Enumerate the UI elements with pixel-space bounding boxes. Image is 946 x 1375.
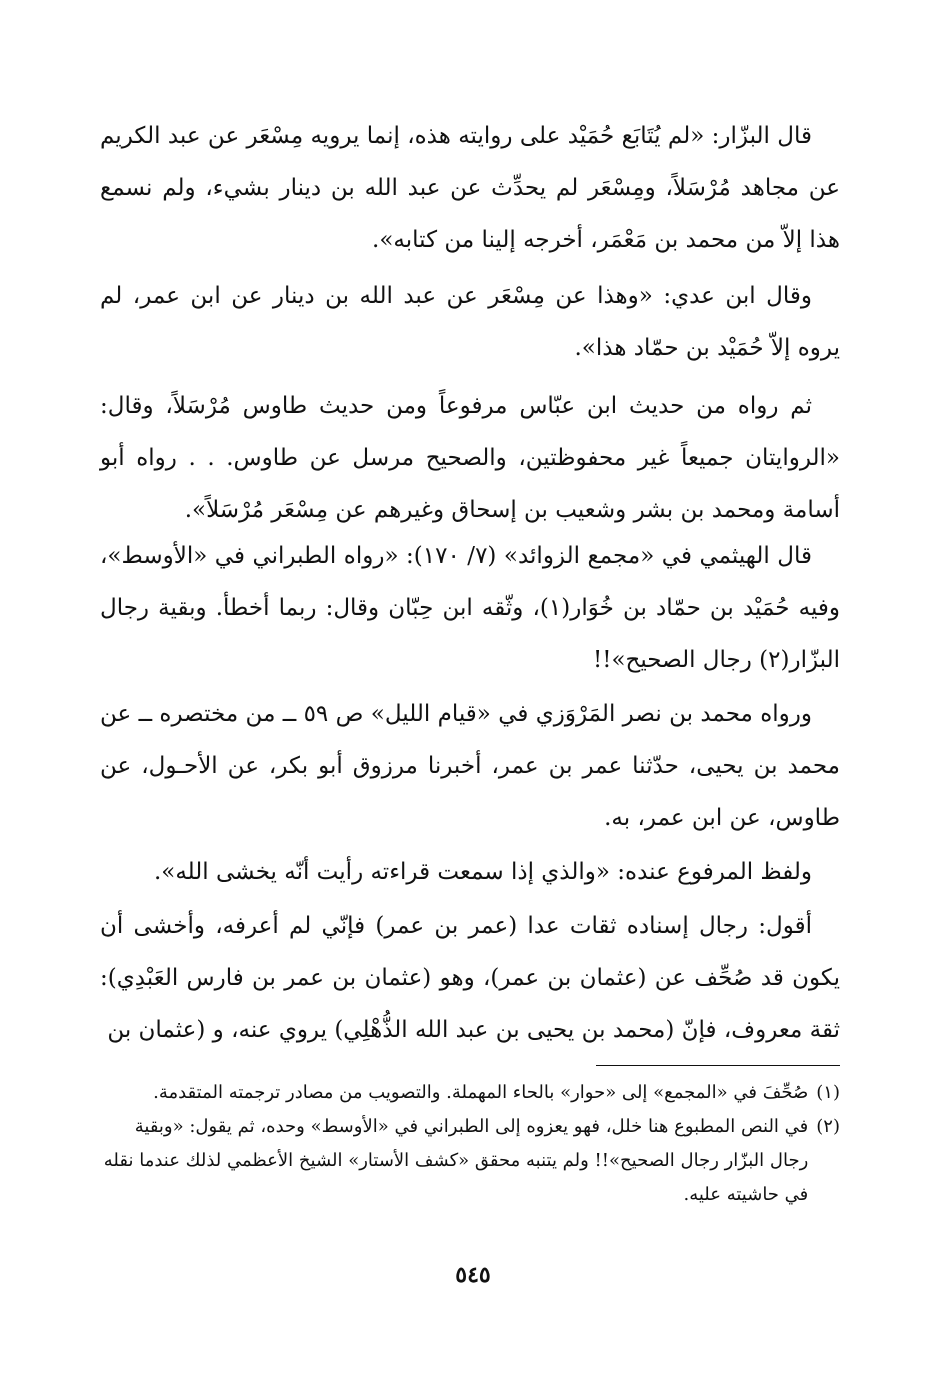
paragraph-marwazi-narration (100, 688, 840, 844)
paragraph-text: ولفظ المرفوع عنده: «والذي إذا سمعت قراءته رأيت أنّه يخشى الله». (153, 859, 812, 885)
paragraph-marfu-wording (100, 846, 840, 898)
paragraph-text: وقال ابن عدي: «وهذا عن مِسْعَر عن عبد الله بن دينار عن ابن عمر، لم يروه إلاّ حُمَيْد بن حمّاد هذا». (100, 283, 840, 361)
paragraph-text: ثم رواه من حديث ابن عبّاس مرفوعاً ومن حديث طاوس مُرْسَلاً، وقال: «الروايتان جميعاً غير محفوظتين، والصحيح مرسل عن طاوس. . . رواه أبو أسامة ومحمد بن بشر وشعيب بن إسحاق وغيرهم عن مِسْعَر مُرْسَلاً». (100, 393, 840, 523)
footnote-item (100, 1110, 840, 1212)
paragraph-bazzar-quote (100, 110, 840, 266)
paragraph-author-comment (100, 900, 840, 1056)
paragraph-text: ورواه محمد بن نصر المَرْوَزي في «قيام الليل» ص ٥٩ ــ من مختصره ــ عن محمد بن يحيى، حدّثنا عمر بن عمر، أخبرنا مرزوق أبو بكر، عن الأحـول، عن طاوس، عن ابن عمر، به. (100, 701, 840, 831)
page-number: ٥٤٥ (455, 1262, 491, 1288)
paragraph-text: قال الهيثمي في «مجمع الزوائد» (٧/ ١٧٠): «رواه الطبراني في «الأوسط»، وفيه حُمَيْد بن حمّاد بن خُوَار(١)، وثّقه ابن حِبّان وقال: ربما أخطأ. وبقية رجال البزّار(٢) رجال الصحيح»!! (100, 543, 840, 673)
paragraph-ibn-abbas-narration (100, 380, 840, 536)
footnote-item (100, 1076, 840, 1110)
footnote-divider (596, 1065, 840, 1066)
paragraph-text: أقول: رجال إسناده ثقات عدا (عمر بن عمر) فإنّي لم أعرفه، وأخشى أن يكون قد صُحِّف عن (عثمان بن عمر)، وهو (عثمان بن عمر بن فارس العَبْدِي): ثقة معروف، فإنّ (محمد بن يحيى بن عبد الله الذُّهْلِي) يروي عنه، و (عثمان بن (100, 913, 840, 1043)
paragraph-haythami-quote (100, 530, 840, 686)
footnote-text: صُحِّفَ في «المجمع» إلى «حوار» بالحاء المهملة. والتصويب من مصادر ترجمته المتقدمة. (153, 1082, 809, 1103)
paragraph-text: قال البزّار: «لم يُتَابَع حُمَيْد على روايته هذه، إنما يرويه مِسْعَر عن عبد الكريم عن مجاهد مُرْسَلاً، ومِسْعَر لم يحدِّث عن عبد الله بن دينار بشيء، ولم نسمع هذا إلاّ من محمد بن مَعْمَر، أخرجه إلينا من كتابه». (100, 123, 840, 253)
footnote-number: (٢) (816, 1116, 840, 1137)
footnotes-section (100, 1076, 840, 1212)
footnote-text: في النص المطبوع هنا خلل، فهو يعزوه إلى الطبراني في «الأوسط» وحده، ثم يقول: «وبقية رجال البزّار رجال الصحيح»!! ولم يتنبه محقق «كشف الأستار» الشيخ الأعظمي لذلك عندما نقله في حاشيته عليه. (103, 1116, 809, 1205)
footnote-number: (١) (816, 1082, 840, 1103)
paragraph-ibn-adi-quote (100, 270, 840, 374)
